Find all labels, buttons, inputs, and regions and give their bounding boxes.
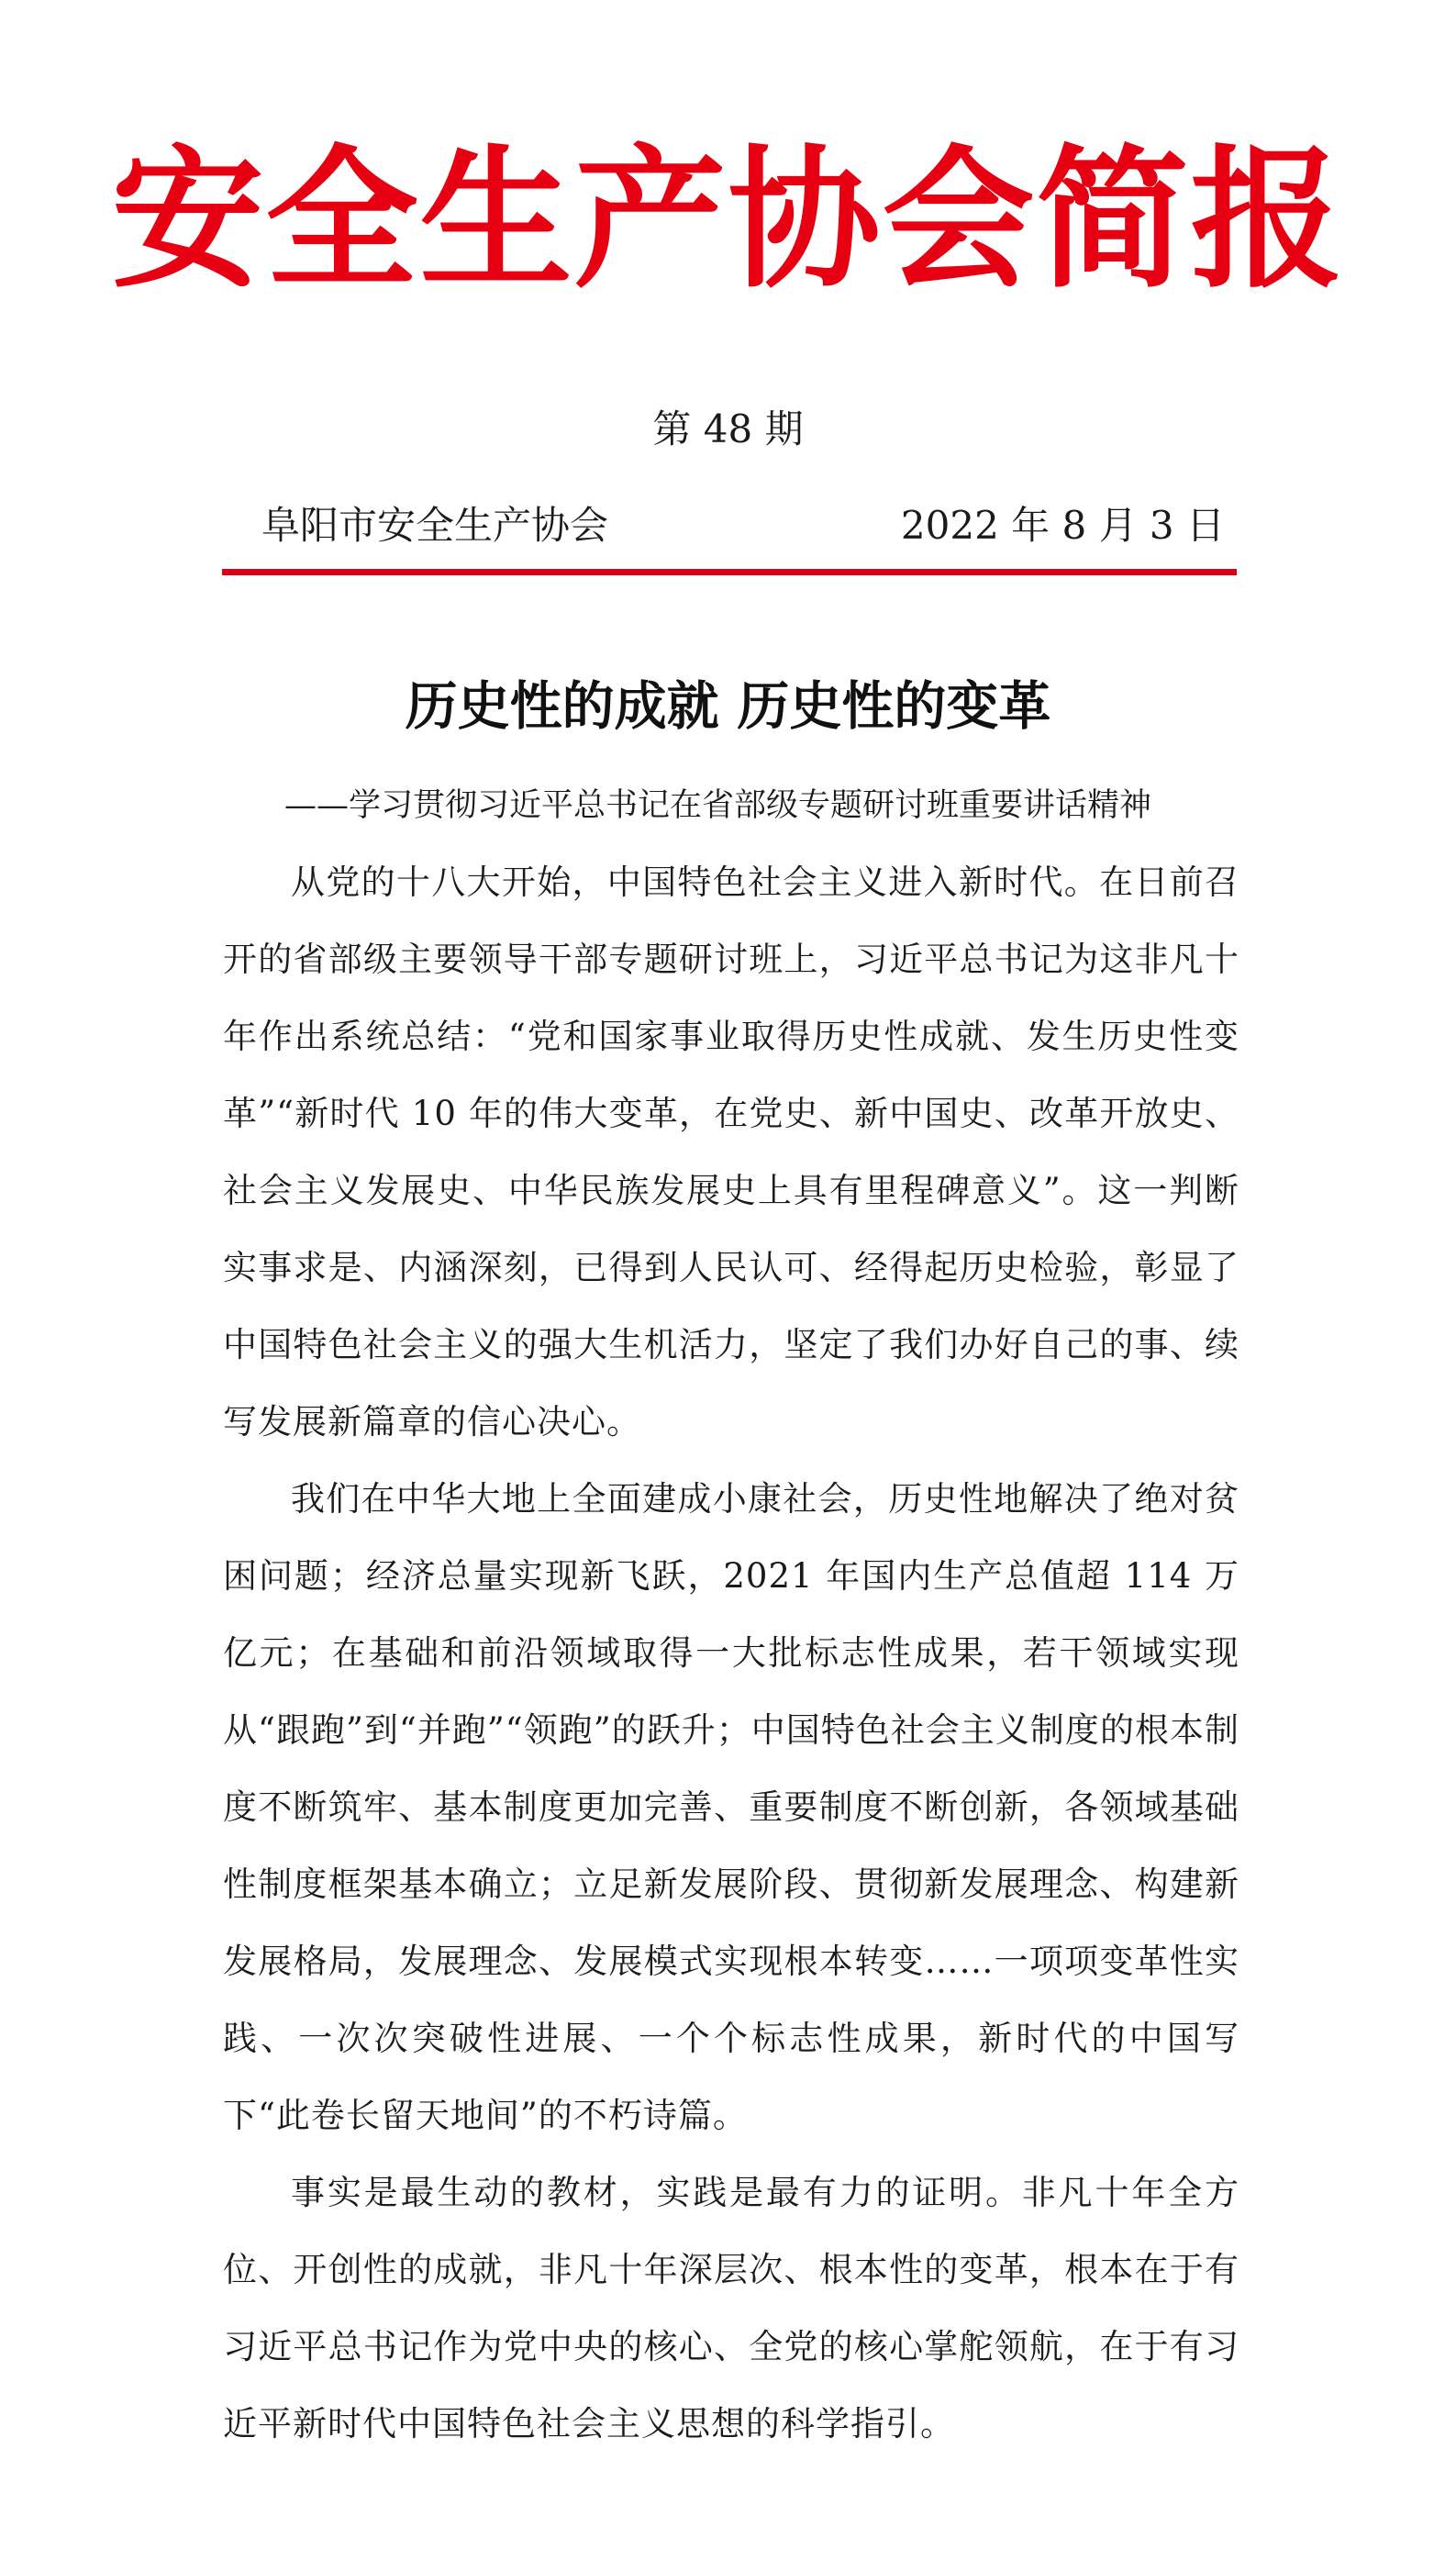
publisher-name: 阜阳市安全生产协会 xyxy=(261,503,609,548)
paragraph-1: 从党的十八大开始，中国特色社会主义进入新时代。在日前召开的省部级主要领导干部专题研讨班上，习近平总书记为这非凡十年作出系统总结：“党和国家事业取得历史性成就、发生历史性变革”“新时代 10 年的伟大变革，在党史、新中国史、改革开放史、社会主义发展史、中华民族发展史上具有里程碑意义”。这一判断实事求是、内涵深刻，已得到人民认可、经得起历史检验，彰显了中国特色社会主义的强大生机活力，坚定了我们办好自己的事、续写发展新篇章的信心决心。 xyxy=(223,863,1239,1441)
masthead-title: 安全生产协会简报 xyxy=(111,130,1345,309)
article-subtitle: ——学习贯彻习近平总书记在省部级专题研讨班重要讲话精神 xyxy=(284,787,1152,824)
red-divider xyxy=(222,569,1237,575)
paragraph-3: 事实是最生动的教材，实践是最有力的证明。非凡十年全方位、开创性的成就，非凡十年深层次、根本性的变革，根本在于有习近平总书记作为党中央的核心、全党的核心掌舵领航，在于有习近平新时代中国特色社会主义思想的科学指引。 xyxy=(223,2173,1239,2443)
issue-number: 第 48 期 xyxy=(652,406,804,451)
article-body xyxy=(223,844,1239,2463)
publication-info xyxy=(261,498,1225,553)
paragraph-2: 我们在中华大地上全面建成小康社会，历史性地解决了绝对贫困问题；经济总量实现新飞跃，2021 年国内生产总值超 114 万亿元；在基础和前沿领域取得一大批标志性成果，若干领域实现从“跟跑”到“并跑”“领跑”的跃升；中国特色社会主义制度的根本制度不断筑牢、基本制度更加完善、重要制度不断创新，各领域基础性制度框架基本确立；立足新发展阶段、贯彻新发展理念、构建新发展格局，发展理念、发展模式实现根本转变……一项项变革性实践、一次次突破性进展、一个个标志性成果，新时代的中国写下“此卷长留天地间”的不朽诗篇。 xyxy=(223,1479,1239,2135)
article-title: 历史性的成就 历史性的变革 xyxy=(405,675,1051,737)
publication-date: 2022 年 8 月 3 日 xyxy=(900,503,1225,548)
